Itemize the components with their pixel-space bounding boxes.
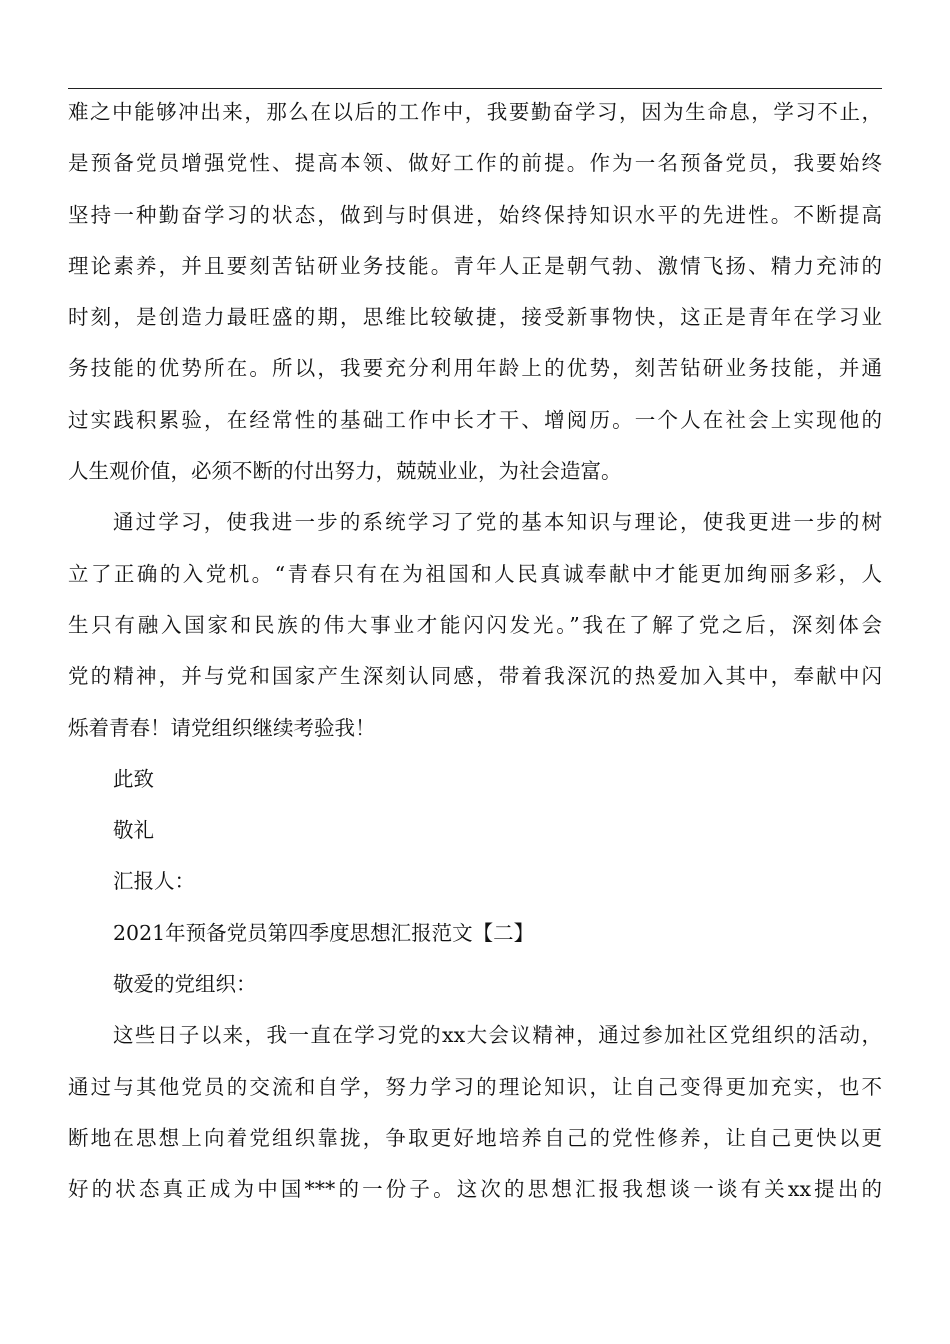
text-line: 党的精神，并与党和国家产生深刻认同感，带着我深沉的热爱加入其中，奉献中闪 — [68, 664, 882, 689]
text-line: 难之中能够冲出来，那么在以后的工作中，我要勤奋学习，因为生命息，学习不止， — [68, 100, 882, 124]
header-rule — [68, 88, 882, 89]
salutation-line: 敬礼 — [113, 818, 154, 843]
text-line: 这些日子以来，我一直在学习党的xx大会议精神，通过参加社区党组织的活动， — [113, 1023, 882, 1048]
greeting-line: 敬爱的党组织： — [113, 972, 257, 997]
body-text — [68, 98, 882, 1227]
text-line: 通过学习，使我进一步的系统学习了党的基本知识与理论，使我更进一步的树 — [113, 510, 882, 535]
text-line: 人生观价值，必须不断的付出努力，兢兢业业，为社会造富。 — [68, 459, 622, 484]
text-line: 好的状态真正成为中国***的一份子。这次的思想汇报我想谈一谈有关xx提出的 — [68, 1177, 882, 1202]
text-line: 通过与其他党员的交流和自学，努力学习的理论知识，让自己变得更加充实，也不 — [68, 1074, 882, 1099]
text-line: 时刻，是创造力最旺盛的期，思维比较敏捷，接受新事物快，这正是青年在学习业 — [68, 305, 882, 330]
text-line: 坚持一种勤奋学习的状态，做到与时俱进，始终保持知识水平的先进性。不断提高 — [68, 202, 882, 227]
text-line: 过实践积累验，在经常性的基础工作中长才干、增阅历。一个人在社会上实现他的 — [68, 407, 882, 432]
text-line: 立了正确的入党机。“青春只有在为祖国和人民真诚奉献中才能更加绚丽多彩，人 — [68, 561, 882, 586]
text-line: 断地在思想上向着党组织靠拢，争取更好地培养自己的党性修养，让自己更快以更 — [68, 1125, 882, 1150]
text-line: 生只有融入国家和民族的伟大事业才能闪闪发光。”我在了解了党之后，深刻体会 — [68, 612, 882, 637]
section-heading: 2021年预备党员第四季度思想汇报范文【二】 — [113, 920, 535, 945]
salutation-line: 此致 — [113, 766, 154, 791]
reporter-line: 汇报人： — [113, 869, 195, 894]
text-line: 务技能的优势所在。所以，我要充分利用年龄上的优势，刻苦钻研业务技能，并通 — [68, 356, 882, 381]
text-line: 理论素养，并且要刻苦钻研业务技能。青年人正是朝气勃、激情飞扬、精力充沛的 — [68, 253, 882, 278]
text-line: 是预备党员增强党性、提高本领、做好工作的前提。作为一名预备党员，我要始终 — [68, 151, 882, 176]
text-line: 烁着青春！请党组织继续考验我！ — [68, 715, 376, 740]
